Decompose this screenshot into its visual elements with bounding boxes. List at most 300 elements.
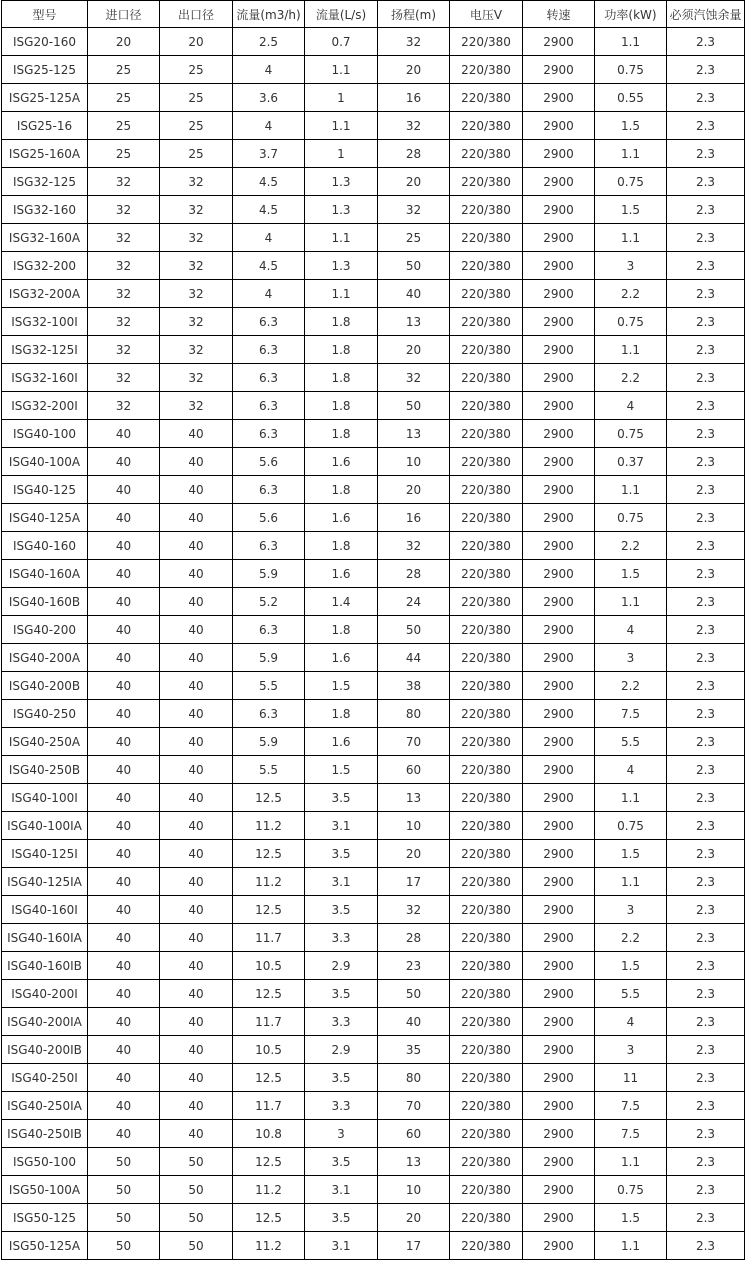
cell-head: 20 — [378, 56, 450, 84]
cell-power: 4 — [595, 756, 667, 784]
cell-voltage: 220/380 — [450, 56, 523, 84]
cell-npshr: 2.3 — [667, 588, 745, 616]
cell-model: ISG40-160B — [2, 588, 88, 616]
cell-head: 50 — [378, 616, 450, 644]
cell-head: 13 — [378, 420, 450, 448]
cell-flow-ls: 3 — [305, 1120, 378, 1148]
table-header-row — [2, 1, 745, 28]
cell-speed: 2900 — [523, 28, 595, 56]
cell-speed: 2900 — [523, 644, 595, 672]
cell-inlet-diameter: 40 — [88, 588, 160, 616]
cell-inlet-diameter: 32 — [88, 196, 160, 224]
cell-model: ISG32-200I — [2, 392, 88, 420]
cell-flow-m3h: 4.5 — [233, 252, 305, 280]
header-outlet-diameter: 出口径 — [160, 1, 233, 28]
cell-flow-ls: 1.6 — [305, 504, 378, 532]
cell-flow-m3h: 12.5 — [233, 840, 305, 868]
cell-voltage: 220/380 — [450, 420, 523, 448]
cell-flow-m3h: 10.5 — [233, 952, 305, 980]
cell-model: ISG40-125I — [2, 840, 88, 868]
cell-speed: 2900 — [523, 896, 595, 924]
cell-speed: 2900 — [523, 504, 595, 532]
cell-speed: 2900 — [523, 140, 595, 168]
cell-voltage: 220/380 — [450, 252, 523, 280]
table-row — [2, 616, 745, 644]
cell-outlet-diameter: 40 — [160, 672, 233, 700]
cell-power: 1.5 — [595, 952, 667, 980]
cell-head: 17 — [378, 868, 450, 896]
cell-flow-m3h: 6.3 — [233, 420, 305, 448]
cell-npshr: 2.3 — [667, 1176, 745, 1204]
cell-voltage: 220/380 — [450, 1120, 523, 1148]
table-row — [2, 672, 745, 700]
cell-inlet-diameter: 40 — [88, 476, 160, 504]
cell-outlet-diameter: 50 — [160, 1176, 233, 1204]
cell-model: ISG25-125A — [2, 84, 88, 112]
cell-head: 38 — [378, 672, 450, 700]
cell-npshr: 2.3 — [667, 784, 745, 812]
cell-model: ISG40-160IA — [2, 924, 88, 952]
cell-outlet-diameter: 25 — [160, 56, 233, 84]
cell-npshr: 2.3 — [667, 364, 745, 392]
table-row — [2, 1008, 745, 1036]
cell-flow-ls: 3.5 — [305, 1148, 378, 1176]
table-row — [2, 140, 745, 168]
cell-npshr: 2.3 — [667, 28, 745, 56]
cell-head: 70 — [378, 728, 450, 756]
cell-speed: 2900 — [523, 952, 595, 980]
cell-flow-m3h: 5.5 — [233, 756, 305, 784]
cell-power: 0.75 — [595, 504, 667, 532]
cell-head: 13 — [378, 784, 450, 812]
cell-npshr: 2.3 — [667, 1064, 745, 1092]
cell-power: 1.1 — [595, 28, 667, 56]
cell-npshr: 2.3 — [667, 1120, 745, 1148]
cell-inlet-diameter: 40 — [88, 1064, 160, 1092]
cell-npshr: 2.3 — [667, 392, 745, 420]
cell-voltage: 220/380 — [450, 28, 523, 56]
cell-inlet-diameter: 25 — [88, 56, 160, 84]
cell-inlet-diameter: 32 — [88, 308, 160, 336]
cell-npshr: 2.3 — [667, 980, 745, 1008]
cell-outlet-diameter: 25 — [160, 84, 233, 112]
cell-inlet-diameter: 40 — [88, 756, 160, 784]
cell-flow-m3h: 6.3 — [233, 532, 305, 560]
cell-inlet-diameter: 40 — [88, 1092, 160, 1120]
cell-model: ISG32-160A — [2, 224, 88, 252]
table-row — [2, 980, 745, 1008]
table-row — [2, 644, 745, 672]
cell-outlet-diameter: 40 — [160, 1064, 233, 1092]
cell-flow-m3h: 10.5 — [233, 1036, 305, 1064]
cell-model: ISG25-160A — [2, 140, 88, 168]
cell-model: ISG32-160I — [2, 364, 88, 392]
cell-inlet-diameter: 25 — [88, 112, 160, 140]
cell-inlet-diameter: 32 — [88, 280, 160, 308]
table-row — [2, 1092, 745, 1120]
cell-power: 0.55 — [595, 84, 667, 112]
cell-voltage: 220/380 — [450, 504, 523, 532]
cell-npshr: 2.3 — [667, 1204, 745, 1232]
cell-outlet-diameter: 40 — [160, 728, 233, 756]
header-flow-ls: 流量(L/s) — [305, 1, 378, 28]
cell-flow-m3h: 11.2 — [233, 1232, 305, 1260]
cell-voltage: 220/380 — [450, 364, 523, 392]
cell-npshr: 2.3 — [667, 1036, 745, 1064]
cell-voltage: 220/380 — [450, 1176, 523, 1204]
cell-npshr: 2.3 — [667, 532, 745, 560]
cell-inlet-diameter: 32 — [88, 168, 160, 196]
cell-flow-m3h: 5.2 — [233, 588, 305, 616]
cell-head: 20 — [378, 1204, 450, 1232]
cell-power: 1.1 — [595, 588, 667, 616]
cell-model: ISG32-200 — [2, 252, 88, 280]
cell-speed: 2900 — [523, 588, 595, 616]
cell-voltage: 220/380 — [450, 1092, 523, 1120]
table-row — [2, 588, 745, 616]
cell-flow-m3h: 12.5 — [233, 1204, 305, 1232]
cell-inlet-diameter: 40 — [88, 504, 160, 532]
cell-npshr: 2.3 — [667, 280, 745, 308]
cell-flow-ls: 3.5 — [305, 1064, 378, 1092]
table-row — [2, 448, 745, 476]
cell-flow-ls: 3.1 — [305, 868, 378, 896]
cell-voltage: 220/380 — [450, 896, 523, 924]
cell-model: ISG25-16 — [2, 112, 88, 140]
cell-speed: 2900 — [523, 1176, 595, 1204]
cell-voltage: 220/380 — [450, 1148, 523, 1176]
table-row — [2, 1232, 745, 1260]
header-voltage: 电压V — [450, 1, 523, 28]
cell-flow-ls: 3.3 — [305, 1092, 378, 1120]
cell-flow-ls: 1.8 — [305, 532, 378, 560]
cell-inlet-diameter: 32 — [88, 224, 160, 252]
cell-power: 3 — [595, 644, 667, 672]
cell-power: 2.2 — [595, 532, 667, 560]
cell-npshr: 2.3 — [667, 840, 745, 868]
cell-speed: 2900 — [523, 392, 595, 420]
cell-power: 1.5 — [595, 560, 667, 588]
cell-model: ISG40-200B — [2, 672, 88, 700]
cell-voltage: 220/380 — [450, 1008, 523, 1036]
cell-power: 3 — [595, 1036, 667, 1064]
cell-inlet-diameter: 40 — [88, 924, 160, 952]
cell-inlet-diameter: 40 — [88, 1120, 160, 1148]
cell-model: ISG32-160 — [2, 196, 88, 224]
cell-npshr: 2.3 — [667, 224, 745, 252]
cell-speed: 2900 — [523, 336, 595, 364]
cell-speed: 2900 — [523, 616, 595, 644]
header-model: 型号 — [2, 1, 88, 28]
cell-outlet-diameter: 25 — [160, 140, 233, 168]
cell-npshr: 2.3 — [667, 196, 745, 224]
header-head: 扬程(m) — [378, 1, 450, 28]
cell-flow-m3h: 11.2 — [233, 812, 305, 840]
cell-inlet-diameter: 40 — [88, 980, 160, 1008]
cell-flow-m3h: 6.3 — [233, 336, 305, 364]
cell-head: 32 — [378, 532, 450, 560]
cell-model: ISG50-100 — [2, 1148, 88, 1176]
cell-npshr: 2.3 — [667, 812, 745, 840]
cell-flow-m3h: 11.7 — [233, 1008, 305, 1036]
cell-flow-ls: 2.9 — [305, 1036, 378, 1064]
cell-flow-ls: 1.6 — [305, 560, 378, 588]
cell-power: 1.1 — [595, 336, 667, 364]
cell-flow-ls: 1.5 — [305, 672, 378, 700]
cell-inlet-diameter: 40 — [88, 868, 160, 896]
cell-head: 20 — [378, 168, 450, 196]
table-row — [2, 1176, 745, 1204]
cell-model: ISG40-100 — [2, 420, 88, 448]
cell-flow-m3h: 6.3 — [233, 476, 305, 504]
cell-npshr: 2.3 — [667, 616, 745, 644]
cell-flow-m3h: 5.6 — [233, 448, 305, 476]
cell-flow-ls: 3.5 — [305, 896, 378, 924]
cell-flow-ls: 3.3 — [305, 924, 378, 952]
cell-flow-m3h: 11.7 — [233, 924, 305, 952]
cell-outlet-diameter: 40 — [160, 644, 233, 672]
cell-voltage: 220/380 — [450, 1232, 523, 1260]
table-row — [2, 336, 745, 364]
cell-inlet-diameter: 40 — [88, 644, 160, 672]
cell-inlet-diameter: 40 — [88, 700, 160, 728]
cell-flow-m3h: 11.7 — [233, 1092, 305, 1120]
table-row — [2, 560, 745, 588]
cell-power: 7.5 — [595, 1120, 667, 1148]
cell-speed: 2900 — [523, 1008, 595, 1036]
cell-npshr: 2.3 — [667, 140, 745, 168]
cell-flow-ls: 1.3 — [305, 252, 378, 280]
cell-npshr: 2.3 — [667, 728, 745, 756]
cell-outlet-diameter: 32 — [160, 364, 233, 392]
cell-model: ISG40-160I — [2, 896, 88, 924]
cell-power: 1.1 — [595, 476, 667, 504]
cell-head: 13 — [378, 308, 450, 336]
table-row — [2, 364, 745, 392]
cell-flow-m3h: 2.5 — [233, 28, 305, 56]
table-row — [2, 1064, 745, 1092]
cell-model: ISG32-200A — [2, 280, 88, 308]
cell-inlet-diameter: 50 — [88, 1232, 160, 1260]
cell-head: 44 — [378, 644, 450, 672]
cell-outlet-diameter: 40 — [160, 952, 233, 980]
cell-inlet-diameter: 25 — [88, 140, 160, 168]
cell-inlet-diameter: 25 — [88, 84, 160, 112]
cell-flow-ls: 1.8 — [305, 308, 378, 336]
cell-npshr: 2.3 — [667, 168, 745, 196]
cell-outlet-diameter: 32 — [160, 392, 233, 420]
cell-flow-m3h: 11.2 — [233, 1176, 305, 1204]
cell-power: 1.1 — [595, 1232, 667, 1260]
cell-flow-ls: 1 — [305, 140, 378, 168]
cell-inlet-diameter: 50 — [88, 1148, 160, 1176]
cell-inlet-diameter: 32 — [88, 364, 160, 392]
cell-voltage: 220/380 — [450, 392, 523, 420]
cell-speed: 2900 — [523, 1204, 595, 1232]
cell-inlet-diameter: 40 — [88, 532, 160, 560]
cell-model: ISG40-250 — [2, 700, 88, 728]
cell-voltage: 220/380 — [450, 784, 523, 812]
cell-power: 5.5 — [595, 980, 667, 1008]
cell-outlet-diameter: 20 — [160, 28, 233, 56]
cell-voltage: 220/380 — [450, 140, 523, 168]
cell-head: 40 — [378, 280, 450, 308]
table-row — [2, 252, 745, 280]
cell-speed: 2900 — [523, 1092, 595, 1120]
cell-npshr: 2.3 — [667, 112, 745, 140]
cell-outlet-diameter: 40 — [160, 616, 233, 644]
cell-voltage: 220/380 — [450, 1064, 523, 1092]
table-row — [2, 1120, 745, 1148]
header-power: 功率(kW) — [595, 1, 667, 28]
cell-speed: 2900 — [523, 868, 595, 896]
cell-model: ISG40-250I — [2, 1064, 88, 1092]
cell-voltage: 220/380 — [450, 84, 523, 112]
cell-inlet-diameter: 40 — [88, 672, 160, 700]
cell-speed: 2900 — [523, 476, 595, 504]
cell-flow-m3h: 4.5 — [233, 168, 305, 196]
cell-head: 32 — [378, 196, 450, 224]
cell-flow-m3h: 5.9 — [233, 560, 305, 588]
cell-inlet-diameter: 40 — [88, 1036, 160, 1064]
cell-head: 32 — [378, 364, 450, 392]
cell-inlet-diameter: 40 — [88, 560, 160, 588]
cell-flow-ls: 1.4 — [305, 588, 378, 616]
cell-flow-ls: 1.5 — [305, 756, 378, 784]
cell-outlet-diameter: 40 — [160, 476, 233, 504]
cell-outlet-diameter: 50 — [160, 1232, 233, 1260]
cell-inlet-diameter: 40 — [88, 812, 160, 840]
cell-model: ISG40-200A — [2, 644, 88, 672]
cell-head: 10 — [378, 812, 450, 840]
cell-power: 1.1 — [595, 784, 667, 812]
cell-outlet-diameter: 32 — [160, 308, 233, 336]
cell-flow-m3h: 6.3 — [233, 392, 305, 420]
cell-outlet-diameter: 40 — [160, 924, 233, 952]
cell-model: ISG40-200IB — [2, 1036, 88, 1064]
cell-flow-m3h: 4 — [233, 56, 305, 84]
cell-head: 60 — [378, 1120, 450, 1148]
cell-outlet-diameter: 40 — [160, 1092, 233, 1120]
cell-voltage: 220/380 — [450, 588, 523, 616]
cell-npshr: 2.3 — [667, 1232, 745, 1260]
cell-flow-ls: 1.8 — [305, 700, 378, 728]
cell-voltage: 220/380 — [450, 168, 523, 196]
cell-flow-m3h: 3.7 — [233, 140, 305, 168]
table-row — [2, 868, 745, 896]
cell-model: ISG40-200I — [2, 980, 88, 1008]
cell-head: 28 — [378, 140, 450, 168]
cell-head: 20 — [378, 336, 450, 364]
cell-model: ISG40-250IB — [2, 1120, 88, 1148]
cell-power: 1.5 — [595, 840, 667, 868]
cell-inlet-diameter: 40 — [88, 728, 160, 756]
table-row — [2, 476, 745, 504]
cell-head: 32 — [378, 112, 450, 140]
cell-head: 32 — [378, 896, 450, 924]
cell-outlet-diameter: 32 — [160, 280, 233, 308]
table-row — [2, 952, 745, 980]
cell-speed: 2900 — [523, 364, 595, 392]
cell-head: 28 — [378, 560, 450, 588]
cell-voltage: 220/380 — [450, 812, 523, 840]
cell-head: 80 — [378, 700, 450, 728]
cell-npshr: 2.3 — [667, 476, 745, 504]
cell-head: 80 — [378, 1064, 450, 1092]
table-row — [2, 84, 745, 112]
cell-flow-m3h: 3.6 — [233, 84, 305, 112]
cell-flow-m3h: 12.5 — [233, 896, 305, 924]
cell-power: 0.75 — [595, 420, 667, 448]
cell-speed: 2900 — [523, 1232, 595, 1260]
cell-flow-ls: 3.3 — [305, 1008, 378, 1036]
cell-outlet-diameter: 40 — [160, 448, 233, 476]
cell-inlet-diameter: 40 — [88, 448, 160, 476]
cell-speed: 2900 — [523, 252, 595, 280]
cell-model: ISG40-125IA — [2, 868, 88, 896]
header-inlet-diameter: 进口径 — [88, 1, 160, 28]
cell-flow-ls: 1.6 — [305, 728, 378, 756]
cell-head: 28 — [378, 924, 450, 952]
cell-power: 3 — [595, 896, 667, 924]
cell-flow-m3h: 5.6 — [233, 504, 305, 532]
cell-head: 16 — [378, 84, 450, 112]
cell-npshr: 2.3 — [667, 1148, 745, 1176]
cell-speed: 2900 — [523, 112, 595, 140]
table-row — [2, 812, 745, 840]
cell-flow-ls: 3.1 — [305, 1176, 378, 1204]
cell-power: 2.2 — [595, 364, 667, 392]
cell-speed: 2900 — [523, 84, 595, 112]
cell-npshr: 2.3 — [667, 700, 745, 728]
table-row — [2, 168, 745, 196]
cell-head: 20 — [378, 840, 450, 868]
cell-power: 7.5 — [595, 1092, 667, 1120]
cell-inlet-diameter: 40 — [88, 420, 160, 448]
cell-speed: 2900 — [523, 56, 595, 84]
cell-power: 0.75 — [595, 56, 667, 84]
cell-flow-m3h: 4 — [233, 112, 305, 140]
table-row — [2, 280, 745, 308]
cell-model: ISG40-200 — [2, 616, 88, 644]
pump-spec-table — [1, 0, 745, 1260]
cell-voltage: 220/380 — [450, 1036, 523, 1064]
cell-outlet-diameter: 40 — [160, 420, 233, 448]
cell-voltage: 220/380 — [450, 840, 523, 868]
cell-model: ISG32-125 — [2, 168, 88, 196]
cell-flow-ls: 1.6 — [305, 644, 378, 672]
cell-npshr: 2.3 — [667, 448, 745, 476]
cell-power: 1.1 — [595, 224, 667, 252]
cell-flow-m3h: 11.2 — [233, 868, 305, 896]
cell-flow-m3h: 12.5 — [233, 784, 305, 812]
cell-model: ISG40-100IA — [2, 812, 88, 840]
cell-power: 2.2 — [595, 672, 667, 700]
cell-inlet-diameter: 50 — [88, 1176, 160, 1204]
cell-speed: 2900 — [523, 756, 595, 784]
cell-outlet-diameter: 50 — [160, 1204, 233, 1232]
cell-inlet-diameter: 32 — [88, 252, 160, 280]
cell-power: 2.2 — [595, 280, 667, 308]
table-row — [2, 700, 745, 728]
cell-power: 2.2 — [595, 924, 667, 952]
cell-power: 5.5 — [595, 728, 667, 756]
table-row — [2, 924, 745, 952]
cell-npshr: 2.3 — [667, 1092, 745, 1120]
cell-flow-m3h: 10.8 — [233, 1120, 305, 1148]
table-body — [2, 28, 745, 1260]
cell-model: ISG40-250B — [2, 756, 88, 784]
